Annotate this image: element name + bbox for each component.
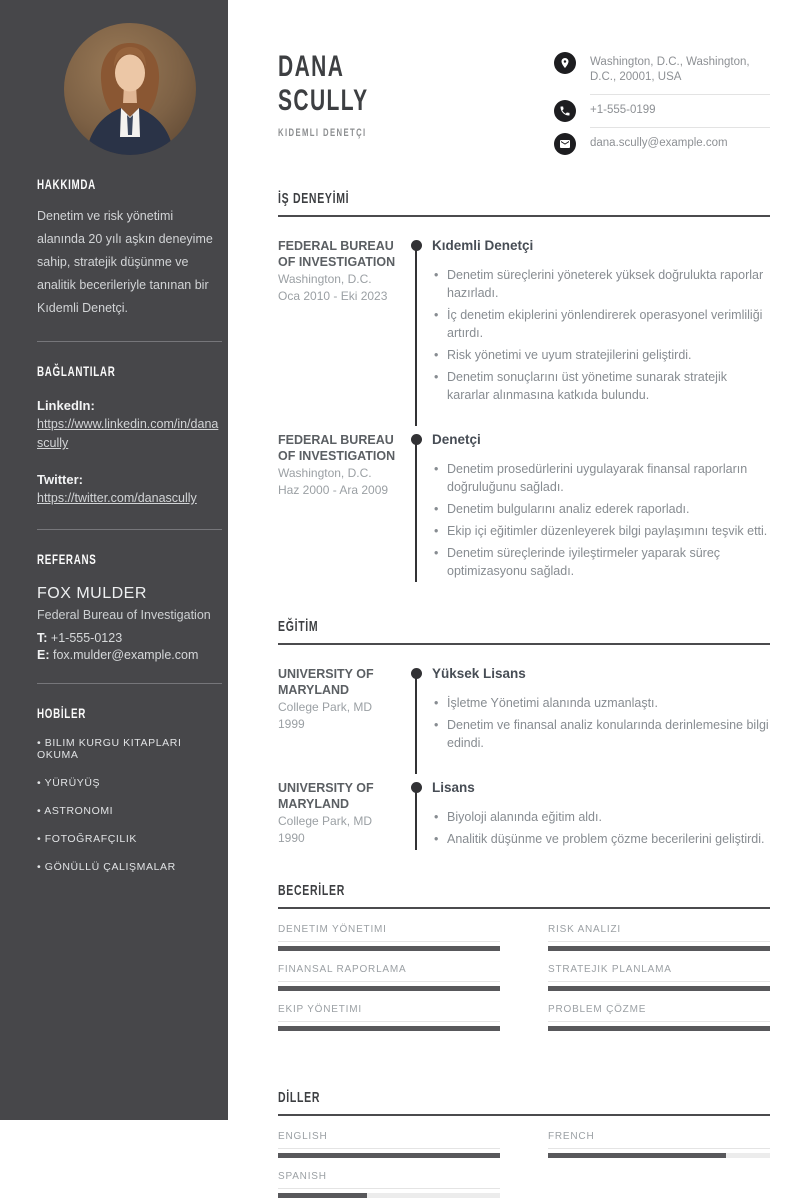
education-heading: EĞİTİM bbox=[278, 618, 770, 645]
experience-heading: İŞ DENEYİMİ bbox=[278, 190, 770, 217]
entry-left bbox=[278, 432, 415, 582]
timeline-dot bbox=[411, 434, 422, 445]
school-location: College Park, MD bbox=[278, 814, 373, 828]
skill-bar-fill bbox=[548, 986, 770, 991]
bullet-item: • İşletme Yönetimi alanında uzmanlaştı. bbox=[432, 694, 770, 712]
school-name: UNIVERSITY OF MARYLAND bbox=[278, 667, 374, 697]
entry-right bbox=[415, 666, 770, 774]
links-heading: BAĞLANTILAR bbox=[37, 363, 116, 379]
school-dates: 1990 bbox=[278, 831, 305, 845]
reference-organization: Federal Bureau of Investigation bbox=[37, 608, 211, 622]
profile-photo bbox=[64, 23, 196, 155]
bullet-item: • Denetim prosedürlerini uygulayarak finansal raporların doğruluğunu sağladı. bbox=[432, 460, 770, 496]
skill-bar bbox=[278, 946, 500, 951]
school-name: UNIVERSITY OF MARYLAND bbox=[278, 781, 374, 811]
language-label: FRENCH bbox=[548, 1131, 770, 1149]
name-block bbox=[278, 50, 554, 160]
education-entry bbox=[278, 780, 770, 850]
skill-item bbox=[278, 1004, 500, 1031]
timeline-dot bbox=[411, 668, 422, 679]
twitter-link[interactable]: https://twitter.com/danascully bbox=[37, 491, 197, 505]
linkedin-link[interactable]: https://www.linkedin.com/in/danascully bbox=[37, 417, 219, 450]
bullet-list bbox=[432, 694, 770, 752]
skill-label: DENETIM YÖNETIMI bbox=[278, 924, 500, 942]
language-bar bbox=[278, 1153, 500, 1158]
language-label: SPANISH bbox=[278, 1171, 500, 1189]
entry-left bbox=[278, 238, 415, 426]
skill-bar bbox=[278, 1026, 500, 1031]
company-dates: Haz 2000 - Ara 2009 bbox=[278, 483, 389, 497]
bullet-item: • Denetim bulgularını analiz ederek raporladı. bbox=[432, 500, 770, 518]
skill-item bbox=[278, 924, 500, 951]
skill-bar bbox=[548, 1026, 770, 1031]
job-title: KIDEMLI DENETÇI bbox=[278, 127, 367, 139]
experience-entry bbox=[278, 238, 770, 426]
education-entry bbox=[278, 666, 770, 774]
reference-name: FOX MULDER bbox=[37, 585, 147, 602]
company-location: Washington, D.C. bbox=[278, 466, 372, 480]
skills-grid bbox=[278, 924, 770, 1031]
skill-label: RISK ANALIZI bbox=[548, 924, 770, 942]
skill-bar bbox=[548, 946, 770, 951]
experience-section bbox=[278, 190, 770, 582]
reference-heading: REFERANS bbox=[37, 551, 97, 567]
language-bar-fill bbox=[548, 1153, 726, 1158]
first-name: DANA bbox=[278, 50, 345, 83]
hobby-item: • BILIM KURGU KITAPLARI OKUMA bbox=[37, 737, 222, 761]
entry-left bbox=[278, 666, 415, 774]
bullet-item: • Analitik düşünme ve problem çözme becerilerini geliştirdi. bbox=[432, 830, 770, 848]
sidebar bbox=[0, 0, 228, 1120]
reference-phone bbox=[37, 631, 222, 645]
phone-value: +1-555-0123 bbox=[50, 631, 123, 645]
hobby-list bbox=[37, 737, 222, 873]
languages-grid bbox=[278, 1131, 770, 1198]
degree-title: Lisans bbox=[432, 780, 475, 795]
email-value: fox.mulder@example.com bbox=[52, 648, 199, 662]
languages-section bbox=[278, 1089, 770, 1198]
skill-label: FINANSAL RAPORLAMA bbox=[278, 964, 500, 982]
language-item bbox=[548, 1131, 770, 1158]
about-text: Denetim ve risk yönetimi alanında 20 yılı aşkın deneyime sahip, stratejik düşünme ve analitik becerileriyle tanınan bir Kıdemli Denetçi. bbox=[37, 209, 213, 315]
language-bar-fill bbox=[278, 1193, 367, 1198]
bullet-item: • Denetim süreçlerini yöneterek yüksek doğrulukta raporlar hazırladı. bbox=[432, 266, 770, 302]
skill-bar-fill bbox=[548, 1026, 770, 1031]
entry-left bbox=[278, 780, 415, 850]
role-title: Denetçi bbox=[432, 432, 481, 447]
entry-right bbox=[415, 432, 770, 582]
timeline-dot bbox=[411, 782, 422, 793]
skill-bar-fill bbox=[278, 1026, 500, 1031]
school-dates: 1999 bbox=[278, 717, 305, 731]
experience-entry bbox=[278, 432, 770, 582]
timeline-dot bbox=[411, 240, 422, 251]
skill-bar-fill bbox=[548, 946, 770, 951]
role-title: Kıdemli Denetçi bbox=[432, 238, 534, 253]
company-dates: Oca 2010 - Eki 2023 bbox=[278, 289, 388, 303]
company-name: FEDERAL BUREAU OF INVESTIGATION bbox=[278, 239, 396, 269]
degree-title: Yüksek Lisans bbox=[432, 666, 526, 681]
education-section bbox=[278, 618, 770, 850]
contact-list bbox=[554, 52, 770, 160]
bullet-list bbox=[432, 266, 770, 404]
skills-section bbox=[278, 882, 770, 1031]
hobby-item: • FOTOĞRAFÇILIK bbox=[37, 833, 222, 845]
last-name: SCULLY bbox=[278, 84, 369, 117]
company-location: Washington, D.C. bbox=[278, 272, 372, 286]
bullet-item: • Risk yönetimi ve uyum stratejilerini geliştirdi. bbox=[432, 346, 770, 364]
school-location: College Park, MD bbox=[278, 700, 373, 714]
link-label: Twitter: bbox=[37, 472, 83, 487]
hobby-item: • YÜRÜYÜŞ bbox=[37, 777, 222, 789]
skill-item bbox=[548, 1004, 770, 1031]
link-label: LinkedIn: bbox=[37, 398, 95, 413]
bullet-item: • Biyoloji alanında eğitim aldı. bbox=[432, 808, 770, 826]
bullet-item: • Denetim ve finansal analiz konularında derinlemesine bilgi edindi. bbox=[432, 716, 770, 752]
bullet-item: • Denetim süreçlerinde iyileştirmeler yaparak süreç optimizasyonu sağladı. bbox=[432, 544, 770, 580]
skill-label: EKIP YÖNETIMI bbox=[278, 1004, 500, 1022]
skill-item bbox=[548, 964, 770, 991]
skill-item bbox=[278, 964, 500, 991]
language-bar bbox=[548, 1153, 770, 1158]
location-icon bbox=[554, 52, 576, 74]
contact-row-email bbox=[554, 133, 770, 160]
language-item bbox=[278, 1171, 500, 1198]
contact-row-phone bbox=[554, 100, 770, 128]
about-heading: HAKKIMDA bbox=[37, 176, 96, 192]
sidebar-divider bbox=[37, 341, 222, 342]
bullet-item: • Denetim sonuçlarını üst yönetime sunarak stratejik kararlar alınmasına katkıda bulundu. bbox=[432, 368, 770, 404]
skills-heading: BECERİLER bbox=[278, 882, 770, 909]
phone-label: T: bbox=[37, 631, 48, 645]
language-label: ENGLISH bbox=[278, 1131, 500, 1149]
email-label: E: bbox=[37, 648, 50, 662]
link-item-twitter bbox=[37, 472, 222, 508]
skill-label: STRATEJIK PLANLAMA bbox=[548, 964, 770, 982]
bullet-list bbox=[432, 808, 770, 848]
skill-bar-fill bbox=[278, 986, 500, 991]
company-name: FEDERAL BUREAU OF INVESTIGATION bbox=[278, 433, 396, 463]
entry-right bbox=[415, 238, 770, 426]
skill-bar bbox=[278, 986, 500, 991]
contact-row-location bbox=[554, 52, 770, 95]
phone-icon bbox=[554, 100, 576, 122]
sidebar-divider bbox=[37, 683, 222, 684]
entry-right bbox=[415, 780, 770, 850]
skill-bar bbox=[548, 986, 770, 991]
hobbies-heading: HOBİLER bbox=[37, 705, 86, 721]
contact-location: Washington, D.C., Washington, D.C., 20001, USA bbox=[590, 52, 770, 95]
link-item-linkedin bbox=[37, 398, 222, 453]
hobby-item: • GÖNÜLLÜ ÇALIŞMALAR bbox=[37, 861, 222, 873]
contact-email: dana.scully@example.com bbox=[590, 137, 728, 149]
skill-label: PROBLEM ÇÖZME bbox=[548, 1004, 770, 1022]
skill-bar-fill bbox=[278, 946, 500, 951]
profile-photo-illustration bbox=[64, 23, 196, 155]
skill-item bbox=[548, 924, 770, 951]
bullet-item: • Ekip içi eğitimler düzenleyerek bilgi paylaşımını teşvik etti. bbox=[432, 522, 770, 540]
hobby-item: • ASTRONOMI bbox=[37, 805, 222, 817]
language-item bbox=[278, 1131, 500, 1158]
languages-heading: DİLLER bbox=[278, 1089, 770, 1116]
header bbox=[278, 50, 770, 160]
bullet-list bbox=[432, 460, 770, 580]
main-content bbox=[228, 0, 794, 1182]
reference-email bbox=[37, 648, 222, 662]
contact-phone: +1-555-0199 bbox=[590, 100, 770, 128]
sidebar-divider bbox=[37, 529, 222, 530]
language-bar bbox=[278, 1193, 500, 1198]
email-icon bbox=[554, 133, 576, 155]
bullet-item: • İç denetim ekiplerini yönlendirerek operasyonel verimliliği artırdı. bbox=[432, 306, 770, 342]
language-bar-fill bbox=[278, 1153, 500, 1158]
